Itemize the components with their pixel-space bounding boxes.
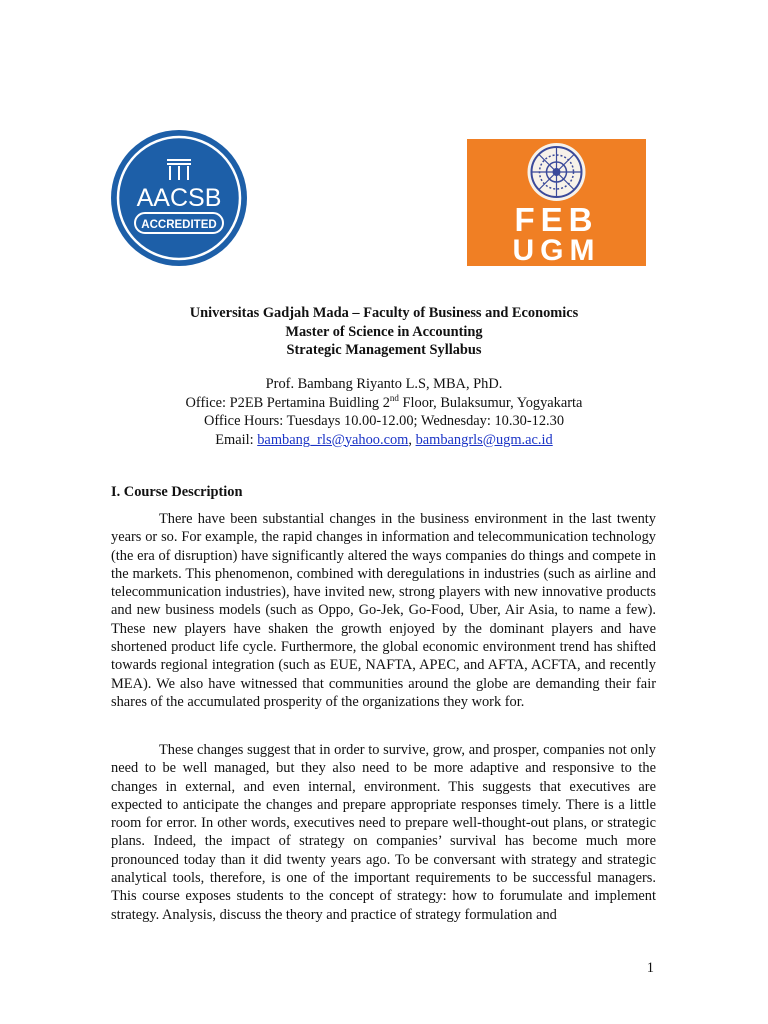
aacsb-accredited-text: ACCREDITED xyxy=(141,219,217,231)
email-link-yahoo[interactable]: bambang_rls@yahoo.com xyxy=(257,431,409,448)
course-title: Strategic Management Syllabus xyxy=(286,342,482,358)
syllabus-title-block xyxy=(0,304,768,360)
feb-logo-text: FEB xyxy=(514,201,599,238)
email-link-ugm[interactable]: bambangrls@ugm.ac.id xyxy=(415,431,553,448)
page-number: 1 xyxy=(646,960,654,976)
ugm-logo-text: UGM xyxy=(512,234,601,266)
course-description-paragraph-1: There have been substantial changes in the business environment in the last twenty years or so. For example, the rapid changes in information and telecommunication technology (the era of disruption) have significantly altered the ways companies do things and compete in the markets. This phenomenon, combined with deregulations in industries (such as airline and telecommunication industries), have invited new, strong players with new innovative products and new business models (such as Oppo, Go-Jek, Go-Food, Uber, Air Asia, to name a few). These new players have shaken the growth enjoyed by the dominant players and have shortened product life cycle. Furthermore, the global economic environment trend has shifted towards regional integration (such as EUE, NAFTA, APEC, and AFTA, ACFTA, and recently MEA). We also have witnessed that communities around the globe are demanding their fair shares of the accumulated prosperity of the organizations they work for. xyxy=(111,511,656,710)
university-name: Universitas Gadjah Mada – Faculty of Business and Economics xyxy=(189,305,579,321)
office-hours: Office Hours: Tuesdays 10.00-12.00; Wednesday: 10.30-12.30 xyxy=(203,413,565,429)
professor-name: Prof. Bambang Riyanto L.S, MBA, PhD. xyxy=(265,376,503,392)
email-line: Email: bambang_rls@yahoo.com, bambangrls@ugm.ac.id xyxy=(215,431,553,448)
aacsb-logo-text: AACSB xyxy=(136,184,222,212)
instructor-info xyxy=(0,375,768,449)
section-heading-course-description: I. Course Description xyxy=(111,484,243,500)
course-description-paragraph-2: These changes suggest that in order to survive, grow, and prosper, companies not only need to be well managed, but they also need to be more adaptive and responsive to the changes in external, and even internal, environment. This suggests that executives are expected to anticipate the changes and prepare appropriate responses timely. There is a little room for error. In other words, executives need to prepare well-thought-out plans, or strategic plans. Indeed, the impact of strategy on companies’ survival has become much more pronounced today than it did twenty years ago. To be conversant with strategy and strategic analytical tools, therefore, is one of the important requirements to be successful managers. This course exposes students to the concept of strategy: how to forumulate and implement strategy. Analysis, discuss the theory and practice of strategy formulation and xyxy=(111,742,656,923)
aacsb-accredited-logo xyxy=(111,130,247,266)
ugm-seal-icon xyxy=(528,143,586,201)
program-name: Master of Science in Accounting xyxy=(285,323,483,340)
office-location: Office: P2EB Pertamina Buidling 2nd Floor, Bulaksumur, Yogyakarta xyxy=(185,392,583,411)
feb-ugm-logo xyxy=(467,139,646,266)
